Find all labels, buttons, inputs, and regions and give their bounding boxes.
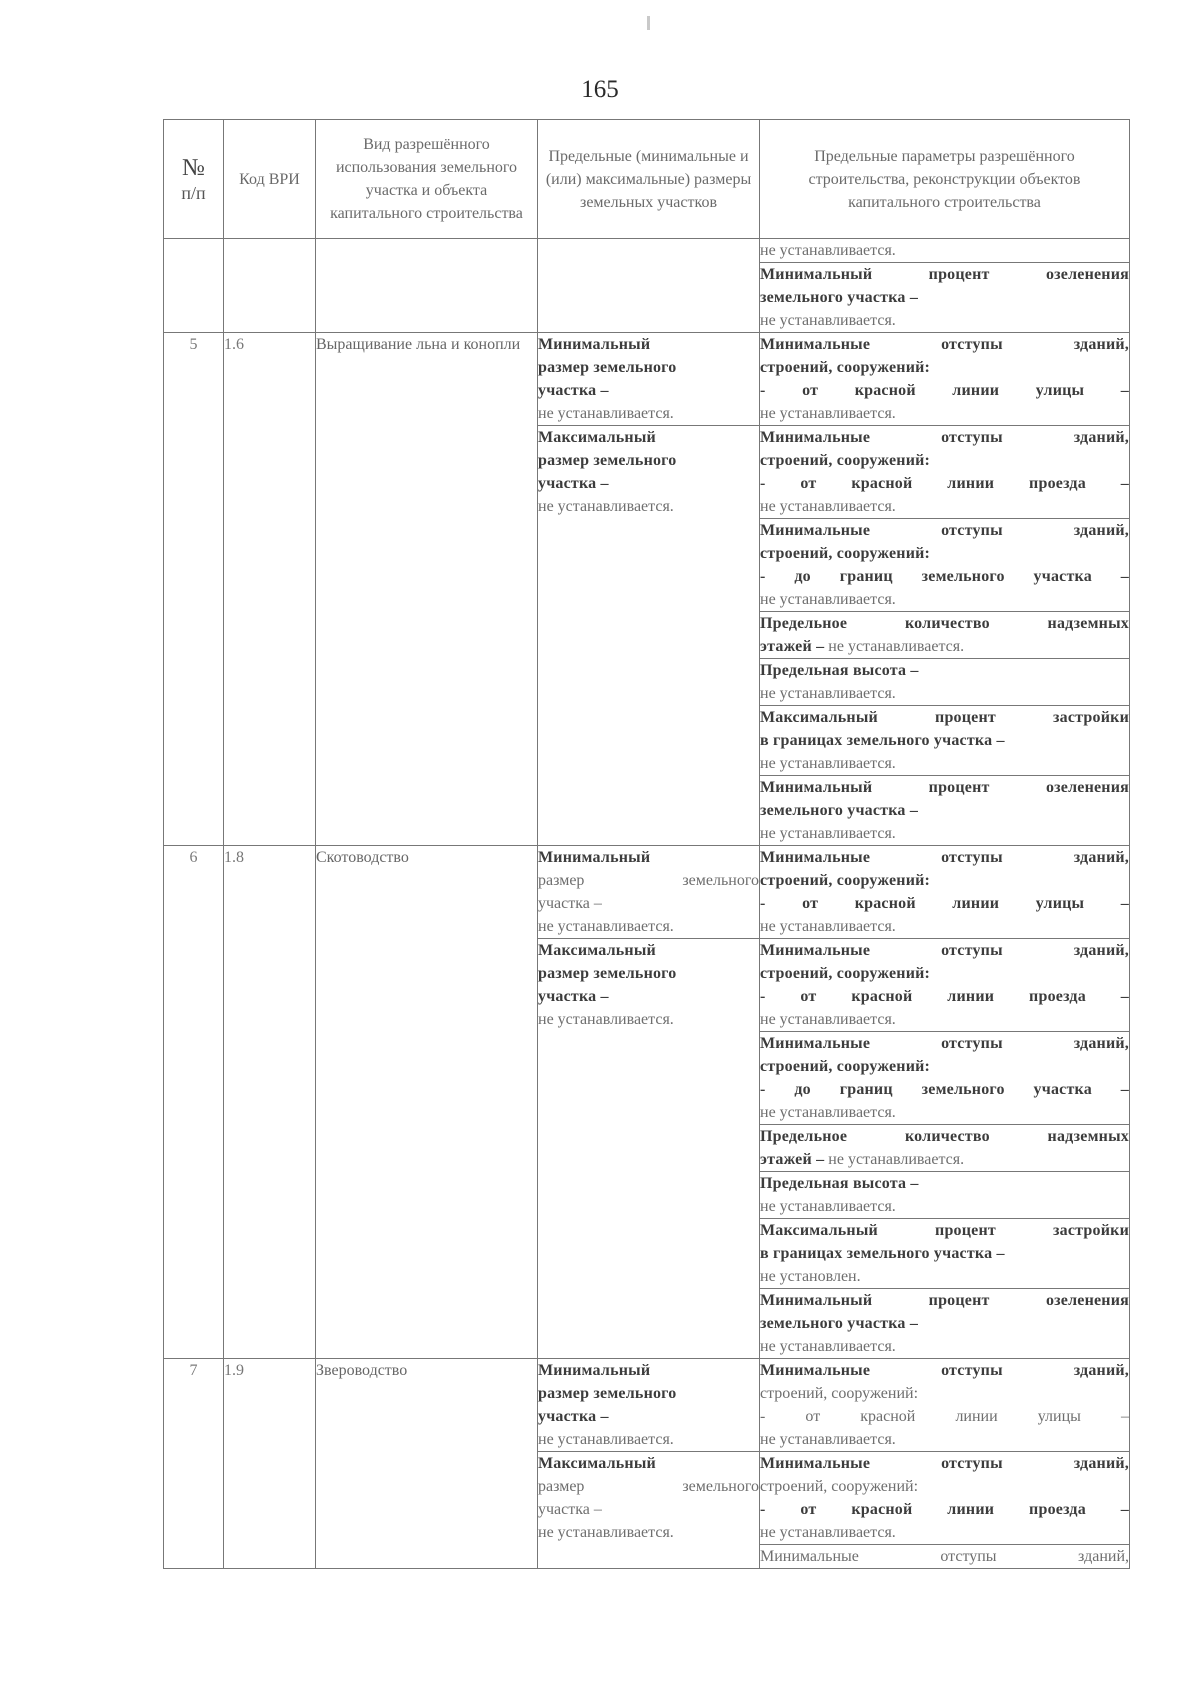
param-title: Минимальные отступы зданий, xyxy=(760,1548,1129,1565)
value-text: не устанавливается. xyxy=(760,1104,896,1121)
param-cell xyxy=(760,1545,1130,1569)
row-type: Выращивание льна и конопли xyxy=(316,333,538,846)
value-text: не устанавливается. xyxy=(828,1151,965,1168)
param-title: строений, сооружений: xyxy=(760,452,931,469)
size-title: размер земельного xyxy=(538,452,677,469)
value-text: не устанавливается. xyxy=(760,1431,896,1448)
param-cell xyxy=(760,519,1130,612)
row-code: 1.9 xyxy=(224,1359,316,1569)
row-type: Скотоводство xyxy=(316,846,538,1359)
param-cell xyxy=(760,426,1130,519)
value-text: не устанавливается. xyxy=(538,918,674,935)
cont-code xyxy=(224,239,316,333)
param-title: Максимальный процент застройки xyxy=(760,709,1129,726)
size-title: участка – xyxy=(538,1501,602,1518)
param-cell xyxy=(760,612,1130,659)
size-title: размер земельного xyxy=(538,1478,759,1495)
number-text: п/п xyxy=(181,182,206,203)
table-row xyxy=(164,1359,1130,1452)
cont-type xyxy=(316,239,538,333)
param-title: строений, сооружений: xyxy=(760,545,931,562)
param-title: Предельное количество надземных xyxy=(760,1128,1129,1145)
value-text: не устанавливается. xyxy=(760,1198,896,1215)
value-text: не устанавливается. xyxy=(828,638,965,655)
param-title: строений, сооружений: xyxy=(760,965,931,982)
size-title: размер земельного xyxy=(538,359,677,376)
param-title: Минимальные отступы зданий, xyxy=(760,1455,1129,1472)
continuation-row xyxy=(164,239,1130,263)
param-title: в границах земельного участка – xyxy=(760,1245,1005,1262)
param-title: земельного участка – xyxy=(760,289,919,306)
param-title: в границах земельного участка – xyxy=(760,732,1005,749)
param-title: этажей – xyxy=(760,1151,825,1168)
param-cell xyxy=(760,1289,1130,1359)
param-cell xyxy=(760,659,1130,706)
size-cell-min xyxy=(538,333,760,426)
row-code: 1.8 xyxy=(224,846,316,1359)
value-text: не устанавливается. xyxy=(760,755,896,772)
value-text: не устанавливается. xyxy=(760,1524,896,1541)
size-cell-max xyxy=(538,426,760,846)
value-text: не устанавливается. xyxy=(760,1011,896,1028)
page-number: 165 xyxy=(581,76,619,103)
value-text: не устанавливается. xyxy=(760,825,896,842)
param-title: строений, сооружений: xyxy=(760,1385,919,1402)
size-title: участка – xyxy=(538,988,609,1005)
value-text: не устанавливается. xyxy=(760,405,896,422)
header-number xyxy=(164,120,224,239)
param-title: Минимальный процент озеленения xyxy=(760,1292,1129,1309)
param-title: - от красной линии проезда – xyxy=(760,475,1129,492)
scan-speck xyxy=(647,16,650,30)
param-title: Минимальные отступы зданий, xyxy=(760,1035,1129,1052)
param-title: Минимальные отступы зданий, xyxy=(760,942,1129,959)
param-title: строений, сооружений: xyxy=(760,359,931,376)
value-text: не устанавливается. xyxy=(538,1524,674,1541)
header-params: Предельные параметры разрешённого строительства, реконструкции объектов капитального строительства xyxy=(760,120,1130,239)
size-title: Минимальный xyxy=(538,336,651,353)
row-type: Звероводство xyxy=(316,1359,538,1569)
param-cell xyxy=(760,1032,1130,1125)
size-title: размер земельного xyxy=(538,1385,677,1402)
size-cell-max xyxy=(538,939,760,1359)
size-title: участка – xyxy=(538,1408,609,1425)
param-title: - от красной линии проезда – xyxy=(760,988,1129,1005)
param-cell xyxy=(760,239,1130,263)
row-code: 1.6 xyxy=(224,333,316,846)
cont-num xyxy=(164,239,224,333)
param-cell xyxy=(760,1172,1130,1219)
value-text: не устанавливается. xyxy=(538,405,674,422)
param-title: Минимальный процент озеленения xyxy=(760,266,1129,283)
param-cell xyxy=(760,1125,1130,1172)
size-title: участка – xyxy=(538,475,609,492)
param-title: Предельное количество надземных xyxy=(760,615,1129,632)
param-title: земельного участка – xyxy=(760,802,919,819)
value-text: не устанавливается. xyxy=(760,312,896,329)
value-text: не устанавливается. xyxy=(760,685,896,702)
param-title: Минимальные отступы зданий, xyxy=(760,1362,1129,1379)
size-cell-max xyxy=(538,1452,760,1569)
param-title: строений, сооружений: xyxy=(760,872,931,889)
param-title: - от красной линии улицы – xyxy=(760,895,1129,912)
param-title: Минимальные отступы зданий, xyxy=(760,336,1129,353)
value-text: не устанавливается. xyxy=(538,1011,674,1028)
param-title: этажей – xyxy=(760,638,825,655)
value-text: не устанавливается. xyxy=(538,1431,674,1448)
land-use-table xyxy=(163,119,1130,1569)
param-cell xyxy=(760,1219,1130,1289)
param-title: Максимальный процент застройки xyxy=(760,1222,1129,1239)
param-cell xyxy=(760,1452,1130,1545)
size-cell-min xyxy=(538,1359,760,1452)
param-title: земельного участка – xyxy=(760,1315,919,1332)
param-title: Минимальные отступы зданий, xyxy=(760,522,1129,539)
param-title: Минимальные отступы зданий, xyxy=(760,849,1129,866)
param-cell xyxy=(760,263,1130,333)
size-title: размер земельного xyxy=(538,872,759,889)
param-cell xyxy=(760,1359,1130,1452)
param-cell xyxy=(760,706,1130,776)
header-type: Вид разрешённого использования земельного участка и объекта капитального строительства xyxy=(316,120,538,239)
size-title: участка – xyxy=(538,382,609,399)
header-sizes: Предельные (минимальные и (или) максимальные) размеры земельных участков xyxy=(538,120,760,239)
value-text: не устанавливается. xyxy=(760,591,896,608)
value-text: не устанавливается. xyxy=(538,498,674,515)
value-text: не устанавливается. xyxy=(760,498,896,515)
size-title: Максимальный xyxy=(538,1455,656,1472)
param-cell xyxy=(760,333,1130,426)
row-number: 5 xyxy=(164,333,224,846)
value-text: не устанавливается. xyxy=(760,242,896,259)
param-cell xyxy=(760,846,1130,939)
size-title: Минимальный xyxy=(538,1362,651,1379)
size-cell-min xyxy=(538,846,760,939)
header-row xyxy=(164,120,1130,239)
table-row xyxy=(164,333,1130,426)
param-title: Предельная высота – xyxy=(760,1175,919,1192)
table-row xyxy=(164,846,1130,939)
param-title: - от красной линии улицы – xyxy=(760,382,1129,399)
size-title: участка – xyxy=(538,895,602,912)
param-title: Минимальный процент озеленения xyxy=(760,779,1129,796)
param-cell xyxy=(760,939,1130,1032)
param-title: - от красной линии проезда – xyxy=(760,1501,1129,1518)
row-number: 7 xyxy=(164,1359,224,1569)
param-title: - до границ земельного участка – xyxy=(760,1081,1129,1098)
param-title: строений, сооружений: xyxy=(760,1478,919,1495)
param-title: Предельная высота – xyxy=(760,662,919,679)
value-text: не устанавливается. xyxy=(760,1338,896,1355)
size-title: Максимальный xyxy=(538,942,656,959)
param-title: - до границ земельного участка – xyxy=(760,568,1129,585)
size-title: размер земельного xyxy=(538,965,677,982)
header-code: Код ВРИ xyxy=(224,120,316,239)
param-cell xyxy=(760,776,1130,846)
row-number: 6 xyxy=(164,846,224,1359)
value-text: не установлен. xyxy=(760,1268,861,1285)
param-title: строений, сооружений: xyxy=(760,1058,931,1075)
value-text: не устанавливается. xyxy=(760,918,896,935)
cont-sizes xyxy=(538,239,760,333)
number-sign: № xyxy=(182,154,205,181)
size-title: Минимальный xyxy=(538,849,651,866)
size-title: Максимальный xyxy=(538,429,656,446)
param-title: Минимальные отступы зданий, xyxy=(760,429,1129,446)
param-title: - от красной линии улицы – xyxy=(760,1408,1129,1425)
